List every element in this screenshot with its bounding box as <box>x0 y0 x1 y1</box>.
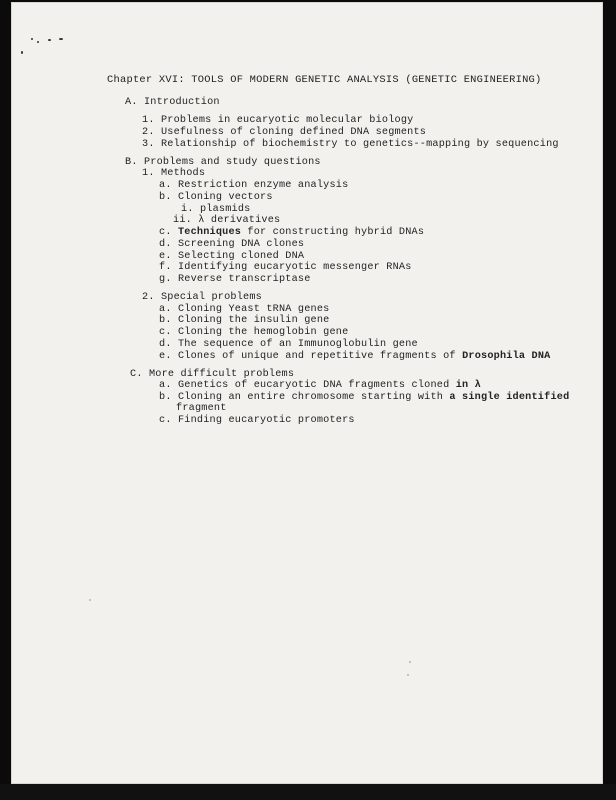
list-item-prefix: a. Genetics of eucaryotic DNA fragments cloned <box>159 380 456 391</box>
ink-speck <box>21 51 23 54</box>
bold-text: a single identified <box>449 392 570 403</box>
ink-speck <box>37 41 39 43</box>
bold-text: in λ <box>455 380 481 391</box>
bold-text: Techniques <box>177 227 242 238</box>
list-item: i. plasmids <box>181 204 251 215</box>
section-b-heading: B. Problems and study questions <box>125 157 321 168</box>
list-item: f. Identifying eucaryotic messenger RNAs <box>159 262 412 273</box>
scan-border <box>0 784 616 800</box>
ink-speck <box>48 39 51 41</box>
list-item-continuation: fragment <box>176 403 227 414</box>
list-item: a. Cloning Yeast tRNA genes <box>159 304 330 315</box>
list-item: d. The sequence of an Immunoglobulin gene <box>159 339 418 350</box>
list-item: c. Finding eucaryotic promoters <box>159 415 355 426</box>
list-item <box>159 351 550 363</box>
list-item: d. Screening DNA clones <box>159 239 305 250</box>
list-item-prefix: c. <box>159 227 178 238</box>
list-item: e. Selecting cloned DNA <box>159 251 305 262</box>
section-a-heading: A. Introduction <box>125 97 220 108</box>
subsection-heading: 1. Methods <box>142 168 206 179</box>
list-item: ii. λ derivatives <box>173 215 281 226</box>
section-c-heading: C. More difficult problems <box>130 369 295 380</box>
paper-speck <box>89 599 91 601</box>
bold-text: Drosophila DNA <box>462 351 551 362</box>
list-item: 2. Usefulness of cloning defined DNA segments <box>142 127 427 138</box>
list-item <box>159 392 569 404</box>
page-title: Chapter XVI: TOOLS OF MODERN GENETIC ANALYSIS (GENETIC ENGINEERING) <box>107 74 542 86</box>
list-item-rest: for constructing hybrid DNAs <box>241 227 425 238</box>
paper-speck <box>409 661 411 663</box>
subsection-heading: 2. Special problems <box>142 292 262 303</box>
list-item: 3. Relationship of biochemistry to genetics--mapping by sequencing <box>142 139 559 150</box>
document-page <box>11 2 603 784</box>
list-item-prefix: b. Cloning an entire chromosome starting with <box>159 392 450 403</box>
ink-speck <box>59 38 63 40</box>
list-item: 1. Problems in eucaryotic molecular biology <box>142 115 414 126</box>
list-item <box>159 380 481 392</box>
list-item: b. Cloning the insulin gene <box>159 315 330 326</box>
list-item: b. Cloning vectors <box>159 192 273 203</box>
list-item: c. Cloning the hemoglobin gene <box>159 327 349 338</box>
list-item-prefix: e. Clones of unique and repetitive fragments of <box>159 351 463 362</box>
ink-speck <box>31 38 33 40</box>
paper-speck <box>407 674 409 676</box>
list-item: g. Reverse transcriptase <box>159 274 311 285</box>
list-item: a. Restriction enzyme analysis <box>159 180 349 191</box>
list-item <box>159 227 424 239</box>
